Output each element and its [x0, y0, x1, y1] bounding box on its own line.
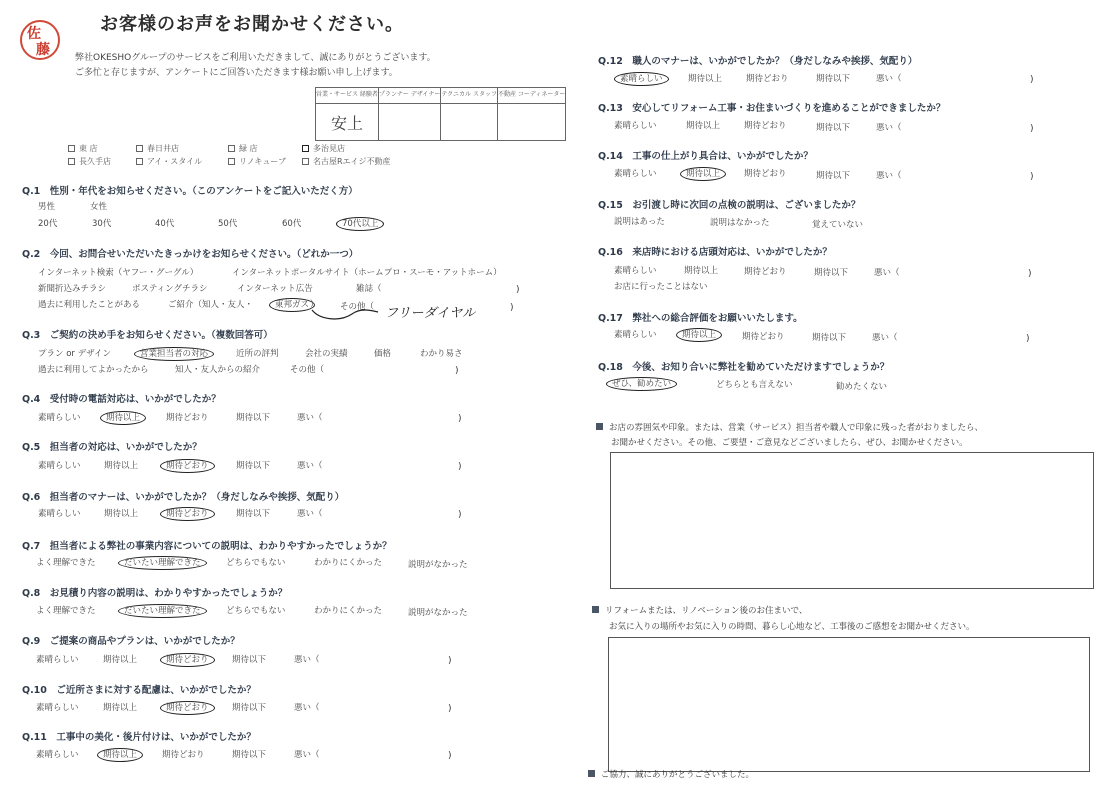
q5-title: Q.5 担当者の対応は、いかがでしたか？: [22, 442, 202, 453]
q14-title: Q.14 工事の仕上がり具合は、いかがでしたか？: [598, 151, 813, 162]
thanks-line: ご協力、誠にありがとうございました。: [588, 768, 754, 780]
rating-option[interactable]: 素晴らしい: [614, 169, 657, 179]
section-heading: リフォームまたは、リノベーション後のお住まいで、: [592, 604, 807, 616]
understand-option[interactable]: わかりにくかった: [314, 558, 383, 568]
q11-title: Q.11 工事中の美化・後片付けは、いかがでしたか？: [22, 732, 256, 743]
section-heading: お聞かせください。その他、ご要望・ご意見などございましたら、ぜひ、お聞かせください。: [611, 438, 968, 448]
paren-close: ): [458, 510, 462, 520]
rating-option[interactable]: 素晴らしい: [36, 655, 79, 665]
age-option[interactable]: 20代: [38, 219, 58, 229]
q15-option[interactable]: 説明はあった: [614, 217, 665, 227]
understand-option[interactable]: わかりにくかった: [314, 606, 383, 616]
rating-option-selected[interactable]: 期待どおり: [166, 701, 215, 713]
checkbox[interactable]: [228, 158, 235, 165]
q13-title: Q.13 安心してリフォーム工事・お住まいづくりを進めることができましたか？: [598, 103, 946, 114]
rating-option-selected[interactable]: 期待以上: [103, 748, 143, 760]
rating-option[interactable]: 期待どおり: [744, 267, 787, 277]
gender-option[interactable]: 男性: [38, 202, 56, 212]
seal-stamp: [20, 20, 60, 60]
rating-option-selected[interactable]: 期待以上: [682, 328, 722, 340]
rating-option[interactable]: 素晴らしい: [614, 330, 657, 340]
rating-option[interactable]: 期待どおり: [742, 332, 785, 342]
rating-option[interactable]: 悪い（: [294, 750, 320, 760]
staff-value[interactable]: 安上: [316, 104, 379, 141]
q2-option[interactable]: 雑誌（: [356, 284, 382, 294]
checkbox[interactable]: [228, 145, 235, 152]
handwritten-answer: フリーダイヤル: [385, 306, 476, 321]
understand-option[interactable]: 説明がなかった: [408, 560, 468, 570]
q2-option[interactable]: インターネット広告: [237, 284, 313, 294]
seal-char: 佐: [27, 26, 41, 42]
q8-title: Q.8 お見積り内容の説明は、わかりやすかったでしょうか？: [22, 588, 288, 599]
q3-option[interactable]: プラン or デザイン: [38, 349, 112, 359]
understand-option[interactable]: 説明がなかった: [408, 608, 468, 618]
paren-close: ): [448, 704, 452, 714]
store-option[interactable]: リノキューブ: [228, 156, 286, 167]
q2-title: Q.2 今回、お問合せいただいたきっかけをお知らせください。（どれか一つ）: [22, 249, 359, 260]
rating-option[interactable]: 期待どおり: [746, 74, 789, 84]
q2-option[interactable]: インターネット検索（ヤフー・グーグル）: [38, 268, 199, 278]
rating-option[interactable]: 期待以下: [812, 333, 847, 343]
rating-option[interactable]: 期待以上: [104, 461, 139, 471]
q3-option[interactable]: わかり易さ: [420, 349, 463, 359]
checkbox[interactable]: [136, 145, 143, 152]
rating-option[interactable]: 素晴らしい: [38, 509, 81, 519]
q2-option-selected[interactable]: 東邦ガス: [275, 298, 315, 310]
q3-option[interactable]: 知人・友人からの紹介: [175, 365, 261, 375]
q6-title: Q.6 担当者のマナーは、いかがでしたか？（身だしなみや挨拶、気配り）: [22, 492, 345, 503]
age-option[interactable]: 50代: [218, 219, 238, 229]
rating-option[interactable]: 悪い（: [876, 74, 902, 84]
rating-option[interactable]: 期待以上: [688, 74, 723, 84]
checkbox-checked[interactable]: [302, 145, 309, 152]
rating-option[interactable]: 悪い（: [872, 333, 898, 343]
q3-option[interactable]: 近所の評判: [236, 349, 279, 359]
q2-option[interactable]: ポスティングチラシ: [132, 284, 208, 294]
store-option[interactable]: 長久手店: [68, 156, 111, 167]
q2-paren: ）: [310, 300, 319, 310]
rating-option[interactable]: 素晴らしい: [614, 121, 657, 131]
rating-option[interactable]: 期待以下: [816, 74, 851, 84]
rating-option[interactable]: 期待どおり: [162, 750, 205, 760]
seal-char: 藤: [36, 42, 50, 58]
paren-close: ): [1030, 75, 1034, 85]
q7-title: Q.7 担当者による弊社の事業内容についての説明は、わかりやすかったでしょうか？: [22, 541, 392, 552]
paren-close: ): [448, 656, 452, 666]
q3-option-selected[interactable]: 営業担当者の対応: [140, 347, 214, 359]
rating-option-selected[interactable]: 素晴らしい: [620, 72, 669, 84]
q3-option[interactable]: 会社の実績: [305, 349, 348, 359]
staff-header: テクニカル スタッフ: [441, 88, 498, 104]
rating-option[interactable]: 期待以上: [103, 655, 138, 665]
q16-option[interactable]: お店に行ったことはない: [614, 282, 708, 292]
q2-option[interactable]: 新聞折込みチラシ: [38, 284, 107, 294]
comment-box[interactable]: [610, 452, 1094, 589]
checkbox[interactable]: [68, 145, 75, 152]
section-heading: お気に入りの場所やお気に入りの時間、暮らし心地など、工事後のご感想をお聞かせください。: [609, 622, 975, 632]
understand-option[interactable]: どちらでもない: [226, 558, 286, 568]
rating-option[interactable]: 期待どおり: [166, 413, 209, 423]
paren-close: ): [1028, 269, 1032, 279]
q15-option[interactable]: 覚えていない: [812, 220, 864, 230]
square-bullet-icon: [588, 770, 595, 777]
rating-option[interactable]: 期待以下: [814, 268, 849, 278]
understand-option-selected[interactable]: だいたい理解できた: [124, 556, 207, 568]
q3-title: Q.3 ご契約の決め手をお知らせください。（複数回答可）: [22, 330, 273, 341]
checkbox[interactable]: [68, 158, 75, 165]
staff-header: 営業・サービス 経験者: [316, 88, 379, 104]
staff-value-empty[interactable]: [378, 104, 441, 141]
understand-option-selected[interactable]: だいたい理解できた: [124, 604, 207, 616]
gender-option[interactable]: 女性: [90, 202, 108, 212]
rating-option-selected[interactable]: 期待どおり: [166, 459, 215, 471]
paren-close: ): [516, 285, 520, 295]
understand-option[interactable]: よく理解できた: [36, 606, 96, 616]
rating-option[interactable]: 期待以下: [236, 461, 271, 471]
q18-option[interactable]: どちらとも言えない: [716, 380, 793, 390]
rating-option-selected[interactable]: 期待以上: [106, 411, 146, 423]
rating-option[interactable]: 期待以下: [236, 509, 271, 519]
rating-option-selected[interactable]: 期待以上: [686, 167, 726, 179]
q15-title: Q.15 お引渡し時に次回の点検の説明は、ございましたか？: [598, 200, 861, 211]
paren-close: ): [1026, 334, 1030, 344]
paren-close: ): [458, 414, 462, 424]
square-bullet-icon: [592, 606, 599, 613]
store-option[interactable]: 東 店: [68, 143, 98, 154]
section-heading: お店の雰囲気や印象。または、営業（サービス）担当者や職人で印象に残った者がおりましたら、: [596, 421, 983, 433]
rating-option[interactable]: 期待以上: [103, 703, 138, 713]
q17-title: Q.17 弊社への総合評価をお願いいたします。: [598, 313, 803, 324]
rating-option[interactable]: 期待以下: [232, 750, 267, 760]
checkbox[interactable]: [302, 158, 309, 165]
rating-option[interactable]: 素晴らしい: [38, 413, 81, 423]
age-option-selected[interactable]: 70代以上: [342, 217, 384, 229]
staff-table: [315, 87, 566, 141]
paren-close: ): [1030, 124, 1034, 134]
q9-title: Q.9 ご提案の商品やプランは、いかがでしたか？: [22, 636, 240, 647]
rating-option[interactable]: 素晴らしい: [36, 750, 79, 760]
rating-option[interactable]: 素晴らしい: [38, 461, 81, 471]
rating-option[interactable]: 悪い（: [294, 703, 320, 713]
rating-option[interactable]: 期待以下: [232, 703, 267, 713]
store-option[interactable]: アイ・スタイル: [136, 156, 202, 167]
q2-option[interactable]: 過去に利用したことがある: [38, 300, 141, 310]
q2-option[interactable]: インターネットポータルサイト（ホームプロ・スーモ・アットホーム）: [232, 268, 502, 278]
store-option[interactable]: 緑 店: [228, 143, 258, 154]
q3-option[interactable]: その他（: [290, 365, 325, 375]
rating-option-selected[interactable]: 期待どおり: [166, 653, 215, 665]
rating-option[interactable]: 悪い（: [297, 461, 323, 471]
rating-option[interactable]: 素晴らしい: [614, 266, 657, 276]
understand-option[interactable]: どちらでもない: [226, 606, 286, 616]
staff-value-empty[interactable]: [441, 104, 498, 141]
square-bullet-icon: [596, 423, 603, 430]
handwritten-arrow: [310, 298, 380, 322]
age-option[interactable]: 40代: [155, 219, 175, 229]
rating-option[interactable]: 期待以下: [236, 413, 271, 423]
rating-option[interactable]: 期待以下: [816, 171, 851, 181]
q1-title: Q.1 性別・年代をお知らせください。（このアンケートをご記入いただく方）: [22, 186, 358, 197]
age-option[interactable]: 60代: [282, 219, 302, 229]
q3-option[interactable]: 過去に利用してよかったから: [38, 365, 149, 375]
staff-value-empty[interactable]: [497, 104, 565, 141]
rating-option[interactable]: 悪い（: [876, 123, 902, 133]
paren-close: ): [448, 751, 452, 761]
rating-option[interactable]: 悪い（: [297, 413, 323, 423]
rating-option[interactable]: 期待以上: [686, 121, 721, 131]
q12-title: Q.12 職人のマナーは、いかがでしたか？（身だしなみや挨拶、気配り）: [598, 56, 918, 67]
rating-option[interactable]: 悪い（: [294, 655, 320, 665]
rating-option[interactable]: 悪い（: [297, 509, 323, 519]
impression-box[interactable]: [608, 637, 1090, 772]
staff-header: プランナー デザイナー: [378, 88, 441, 104]
q10-title: Q.10 ご近所さまに対する配慮は、いかがでしたか？: [22, 685, 256, 696]
q4-title: Q.4 受付時の電話対応は、いかがでしたか？: [22, 394, 221, 405]
rating-option[interactable]: 期待以上: [684, 266, 719, 276]
paren-close: ): [458, 462, 462, 472]
rating-option[interactable]: 期待以下: [232, 655, 267, 665]
q3-option[interactable]: 価格: [374, 349, 392, 359]
q2-option[interactable]: その他（: [340, 302, 375, 312]
rating-option[interactable]: 期待どおり: [744, 169, 787, 179]
page-title: お客様のお声をお聞かせください。: [100, 14, 404, 35]
rating-option[interactable]: 期待以上: [104, 509, 139, 519]
paren-close: ): [1030, 172, 1034, 182]
q16-title: Q.16 来店時における店頭対応は、いかがでしたか？: [598, 247, 832, 258]
age-option[interactable]: 30代: [92, 219, 112, 229]
store-option[interactable]: 春日井店: [136, 143, 179, 154]
q15-option[interactable]: 説明はなかった: [710, 218, 770, 228]
rating-option[interactable]: 期待どおり: [744, 121, 787, 131]
rating-option-selected[interactable]: 期待どおり: [166, 507, 215, 519]
intro-line: 弊社OKESHOグループのサービスをご利用いただきまして、誠にありがとうございます。: [75, 53, 436, 63]
intro-line: ご多忙と存じますが、アンケートにご回答いただきます様お願い申し上げます。: [75, 68, 398, 78]
rating-option[interactable]: 期待以下: [816, 123, 851, 133]
understand-option[interactable]: よく理解できた: [36, 558, 96, 568]
paren-close: ): [510, 303, 514, 313]
rating-option[interactable]: 悪い（: [874, 268, 900, 278]
store-option[interactable]: 多治見店: [302, 143, 345, 154]
q18-title: Q.18 今後、お知り合いに弊社を勧めていただけますでしょうか？: [598, 362, 890, 373]
paren-close: ): [455, 366, 459, 376]
rating-option[interactable]: 素晴らしい: [36, 703, 79, 713]
store-option[interactable]: 名古屋Rエイジ不動産: [302, 156, 391, 167]
q2-option[interactable]: ご紹介（知人・友人・: [168, 300, 254, 310]
q18-option-selected[interactable]: ぜひ、勧めたい: [612, 377, 677, 389]
checkbox[interactable]: [136, 158, 143, 165]
staff-header: 不動産 コーディネーター: [497, 88, 565, 104]
rating-option[interactable]: 悪い（: [876, 171, 902, 181]
q18-option[interactable]: 勧めたくない: [836, 382, 888, 392]
